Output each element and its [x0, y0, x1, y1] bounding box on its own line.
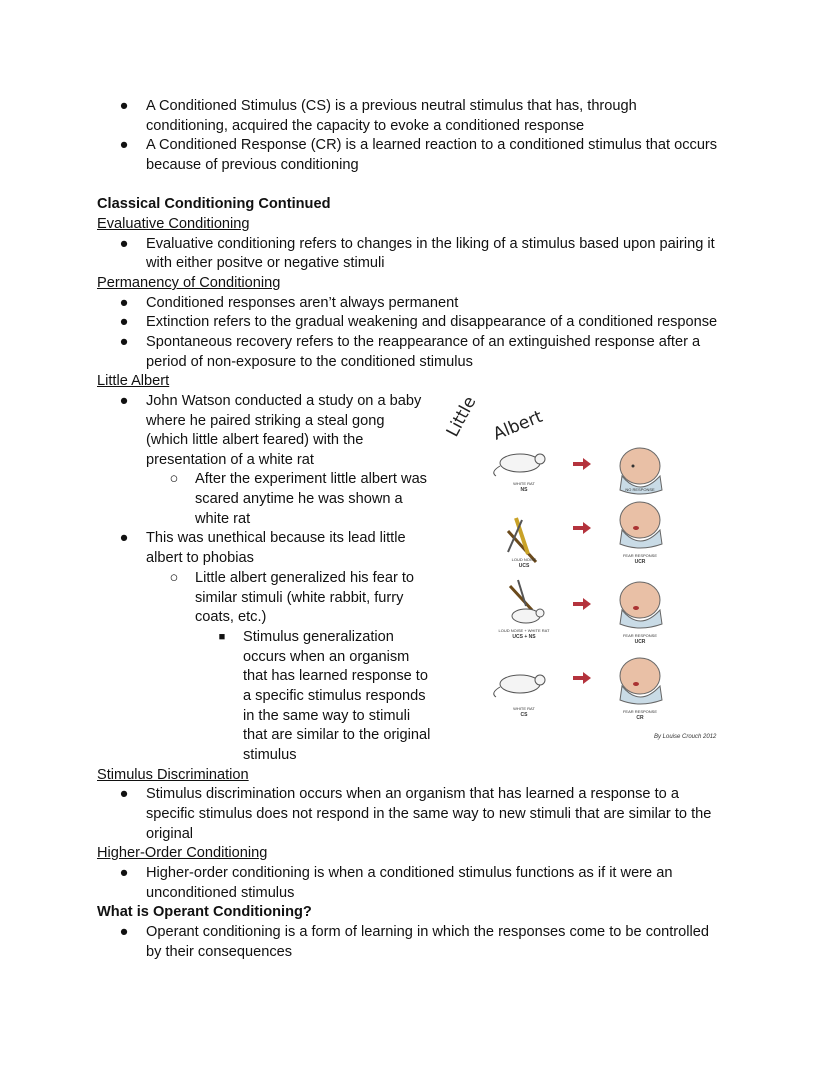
- baby-crying-icon: [620, 582, 662, 628]
- baby-crying-icon: [620, 658, 662, 704]
- generalized-line-2: similar stimuli (white rabbit, furry: [195, 590, 404, 606]
- right-arrow-icon: [573, 522, 591, 534]
- little-albert-title: Little Albert: [97, 373, 170, 389]
- generalization-line-7: stimulus: [243, 747, 297, 763]
- generalization-line-5: in the same way to stimuli: [243, 708, 411, 724]
- classical-conditioning-heading: Classical Conditioning Continued: [97, 196, 331, 212]
- stimulus-discrimination-title: Stimulus Discrimination: [97, 767, 249, 783]
- row-3-left-label: UCS + NS: [512, 634, 536, 640]
- row-1-left-label: NS: [520, 487, 528, 493]
- operant-conditioning-heading: What is Operant Conditioning?: [97, 904, 312, 920]
- figure-row-2: [508, 502, 662, 569]
- spontaneous-line-2: period of non-exposure to the conditioned stimulus: [146, 354, 473, 370]
- watson-line-4: presentation of a white rat: [146, 452, 314, 468]
- row-2-right-label: UCR: [634, 559, 646, 565]
- row-4-left-caption: WHITE RAT: [513, 706, 535, 711]
- row-2-left-caption: LOUD NOISE: [511, 557, 537, 562]
- watson-line-3: (which little albert feared) with the: [146, 432, 364, 448]
- right-arrow-icon: [573, 458, 591, 470]
- bullet-dot: ●: [119, 137, 129, 153]
- generalization-line-1: Stimulus generalization: [243, 629, 394, 645]
- operant-line-2: by their consequences: [146, 944, 293, 960]
- bullet-dot: ●: [119, 314, 129, 330]
- generalized-line-1: Little albert generalized his fear to: [195, 570, 415, 586]
- unethical-line-1: This was unethical because its lead little: [146, 530, 406, 546]
- cr-definition-line-1: A Conditioned Response (CR) is a learned reaction to a conditioned stimulus that occurs: [146, 137, 718, 153]
- higher-order-title: Higher-Order Conditioning: [97, 845, 268, 861]
- watson-line-1: John Watson conducted a study on a baby: [146, 393, 422, 409]
- bullet-dot: ●: [119, 393, 129, 409]
- figure-title-albert: Albert: [490, 406, 546, 445]
- cs-definition-line-2: conditioning, acquired the capacity to evoke a conditioned response: [146, 118, 585, 134]
- bullet-dot: ●: [119, 334, 129, 350]
- figure-row-4: [494, 658, 662, 721]
- figure-row-1: [494, 448, 662, 494]
- row-4-right-caption: FEAR RESPONSE: [622, 709, 658, 714]
- row-4-left-label: CS: [520, 712, 528, 718]
- after-experiment-line-1: After the experiment little albert was: [195, 471, 427, 487]
- evaluative-line-2: with either positve or negative stimuli: [146, 255, 385, 271]
- gong-hammer-icon: [508, 518, 536, 562]
- spontaneous-line-1: Spontaneous recovery refers to the reappearance of an extinguished response after a: [146, 334, 701, 350]
- extinction-line: Extinction refers to the gradual weakening and disappearance of a conditioned response: [146, 314, 718, 330]
- row-1-right-caption: NO RESPONSE: [625, 487, 655, 492]
- evaluative-line-1: Evaluative conditioning refers to changes in the liking of a stimulus based upon pairing it: [146, 236, 715, 252]
- white-rat-icon: [494, 454, 545, 476]
- discrimination-line-2: specific stimulus does not respond in the same way to new stimuli that are similar to the: [146, 806, 712, 822]
- bullet-dot: ●: [119, 865, 129, 881]
- higher-order-line-1: Higher-order conditioning is when a conditioned stimulus functions as if it were an: [146, 865, 673, 881]
- bullet-dot: ●: [119, 924, 129, 940]
- right-arrow-icon: [573, 598, 591, 610]
- generalization-line-3: that has learned response to: [243, 668, 428, 684]
- generalization-line-2: occurs when an organism: [243, 649, 410, 665]
- white-rat-icon: [494, 675, 545, 697]
- generalization-line-6: that are similar to the original: [243, 727, 431, 743]
- generalized-line-3: coats, etc.): [195, 609, 267, 625]
- little-albert-illustration: [442, 393, 738, 756]
- cs-definition-line-1: A Conditioned Stimulus (CS) is a previous neutral stimulus that has, through: [146, 98, 637, 114]
- bullet-dot: ●: [119, 786, 129, 802]
- after-experiment-line-2: scared anytime he was shown a: [195, 491, 403, 507]
- bullet-dot: ●: [119, 236, 129, 252]
- gong-and-rat-icon: [510, 580, 544, 623]
- bullet-dot: ●: [119, 98, 129, 114]
- bullet-dot: ●: [119, 295, 129, 311]
- row-3-right-label: UCR: [634, 639, 646, 645]
- row-4-right-label: CR: [636, 715, 644, 721]
- higher-order-line-2: unconditioned stimulus: [146, 885, 295, 901]
- operant-line-1: Operant conditioning is a form of learning in which the responses come to be controlled: [146, 924, 709, 940]
- discrimination-line-1: Stimulus discrimination occurs when an organism that has learned a response to a: [146, 786, 679, 802]
- bullet-circle: ○: [169, 570, 179, 586]
- unethical-line-2: albert to phobias: [146, 550, 254, 566]
- row-2-left-label: UCS: [518, 563, 530, 569]
- row-3-left-caption: LOUD NOISE + WHITE RAT: [498, 628, 550, 633]
- bullet-dot: ●: [119, 530, 129, 546]
- baby-crying-icon: [620, 502, 662, 548]
- after-experiment-line-3: white rat: [195, 511, 251, 527]
- right-arrow-icon: [573, 672, 591, 684]
- figure-signature: By Louise Crouch 2012: [654, 734, 717, 740]
- permanency-title: Permanency of Conditioning: [97, 275, 281, 291]
- evaluative-conditioning-title: Evaluative Conditioning: [97, 216, 250, 232]
- bullet-square: ■: [218, 631, 226, 643]
- row-1-left-caption: WHITE RAT: [513, 481, 535, 486]
- figure-row-3: [499, 580, 662, 645]
- cr-definition-line-2: because of previous conditioning: [146, 157, 359, 173]
- generalization-line-4: a specific stimulus responds: [243, 688, 426, 704]
- row-2-right-caption: FEAR RESPONSE: [622, 553, 658, 558]
- permanency-line-1: Conditioned responses aren’t always permanent: [146, 295, 459, 311]
- discrimination-line-3: original: [146, 826, 194, 842]
- figure-title-little: Little: [442, 393, 481, 441]
- bullet-circle: ○: [169, 471, 179, 487]
- row-3-right-caption: FEAR RESPONSE: [622, 633, 658, 638]
- watson-line-2: where he paired striking a steal gong: [146, 413, 385, 429]
